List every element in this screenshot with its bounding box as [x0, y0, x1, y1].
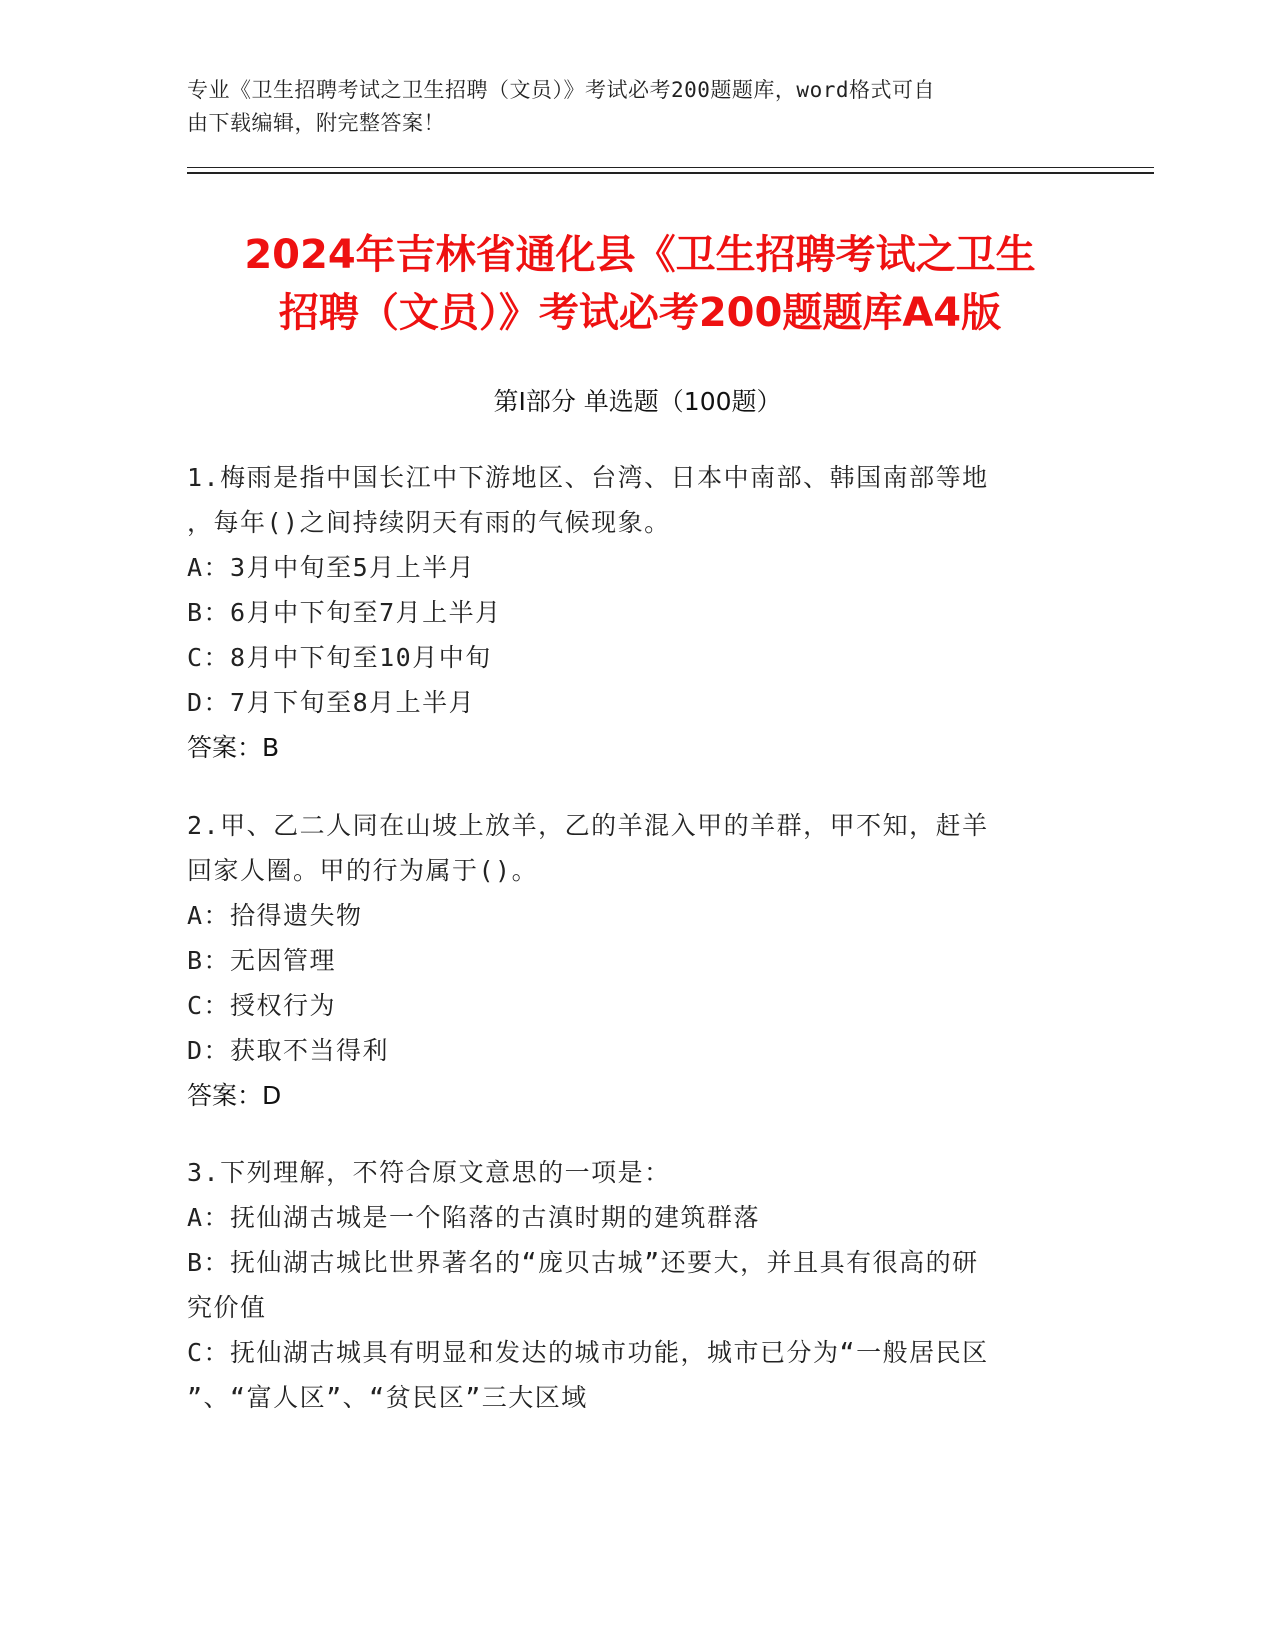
option-c: C：8月中下旬至10月中旬	[187, 643, 492, 672]
option-b: B：抚仙湖古城比世界著名的“庞贝古城”还要大，并且具有很高的研	[187, 1248, 979, 1277]
question-stem-line: 2.甲、乙二人同在山坡上放羊，乙的羊混入甲的羊群，甲不知，赶羊	[187, 811, 989, 840]
header-note-line-1: 专业《卫生招聘考试之卫生招聘（文员）》考试必考200题题库，word格式可自	[187, 78, 935, 102]
option-a: A：3月中旬至5月上半月	[187, 553, 476, 582]
question-stem-line: 3.下列理解，不符合原文意思的一项是：	[187, 1158, 671, 1187]
option-b-continued: 究价值	[187, 1293, 267, 1322]
option-b: B：无因管理	[187, 946, 337, 975]
question-stem-line: 1.梅雨是指中国长江中下游地区、台湾、日本中南部、韩国南部等地	[187, 463, 989, 492]
option-a: A：抚仙湖古城是一个陷落的古滇时期的建筑群落	[187, 1203, 761, 1232]
option-d: D：获取不当得利	[187, 1036, 390, 1065]
option-c: C：抚仙湖古城具有明显和发达的城市功能，城市已分为“一般居民区	[187, 1338, 989, 1367]
section-heading: 第Ⅰ部分 单选题（100题）	[493, 387, 782, 416]
question-stem-line: 回家人圈。甲的行为属于()。	[187, 856, 539, 885]
document-title	[160, 226, 1120, 342]
option-c-continued: ”、“富人区”、“贫民区”三大区域	[187, 1383, 588, 1412]
header-divider-thin	[187, 167, 1154, 168]
option-c: C：授权行为	[187, 991, 337, 1020]
question-2	[187, 803, 1087, 1118]
option-b: B：6月中下旬至7月上半月	[187, 598, 502, 627]
document-title-line-1: 2024年吉林省通化县《卫生招聘考试之卫生	[244, 232, 1036, 278]
question-1	[187, 455, 1087, 770]
option-a: A：拾得遗失物	[187, 901, 363, 930]
option-d: D：7月下旬至8月上半月	[187, 688, 476, 717]
answer: 答案：B	[187, 733, 280, 762]
header-divider-thick	[187, 172, 1154, 174]
question-stem-line: ，每年()之间持续阴天有雨的气候现象。	[187, 508, 671, 537]
document-title-line-2: 招聘（文员）》考试必考200题题库A4版	[278, 290, 1002, 336]
question-3	[187, 1150, 1087, 1420]
answer: 答案：D	[187, 1081, 282, 1110]
header-note	[187, 74, 1087, 140]
header-note-line-2: 由下载编辑，附完整答案！	[187, 111, 445, 135]
